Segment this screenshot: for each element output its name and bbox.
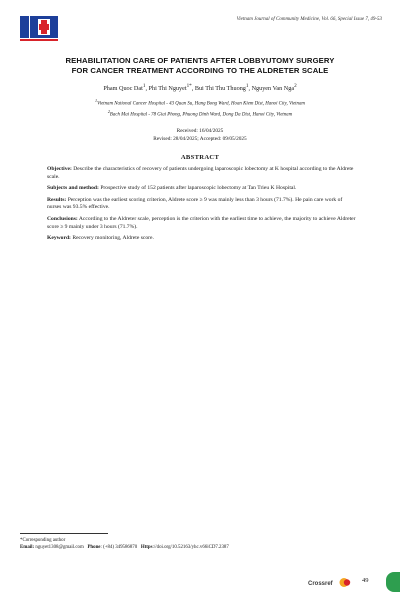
received-date: Received: 16/04/2025 (176, 128, 224, 134)
doi-link[interactable]: ://doi.org/10.52163/yhc.v66iCD7.2387 (152, 545, 229, 550)
abstract-results: Results: Perception was the earliest scoring criterion, Aldrete score ≥ 9 was mainly less than 3 hours (71.7%). He pain care work of nurses was 93.5% effective. (47, 196, 343, 211)
abstract-heading: ABSTRACT (180, 154, 220, 161)
crossref-label: Crossref (308, 581, 333, 587)
author-affiliation-mark: 1* (186, 83, 192, 89)
abstract-keywords: Keyword: Recovery monitoring, Aldrete score. (47, 234, 154, 241)
author-name: Phi Thi Nguyet (148, 85, 187, 93)
revised-accepted-date: Revised: 28/04/2025; Accepted: 09/05/2025 (153, 136, 247, 142)
phone-number: : (+84) 349586870 (100, 545, 138, 550)
author-affiliation-mark: 1 (245, 83, 249, 89)
affiliations (20, 97, 380, 118)
article-title (20, 56, 380, 76)
author-name: Bui Thi Thu Thuong (194, 85, 246, 93)
author-name: Nguyen Van Nga (251, 85, 295, 93)
hospital-cross-logo-icon (20, 14, 60, 42)
footnote-divider (20, 533, 108, 534)
email-link[interactable]: nguyet1308@gmail.com (35, 545, 84, 550)
author-list: Pham Quoc Dat$^1$, Phi Thi Nguyet$^{1*}$, Bui Thi Thu Thuong$^1$, Nguyen Van Nga$^2$ (103, 83, 297, 93)
author-name: Pham Quoc Dat (103, 85, 143, 93)
footnote (20, 537, 229, 551)
page-corner-tab (386, 572, 400, 592)
affiliation-1: $^1$Vietnam National Cancer Hospital - 43 Quan Su, Hang Bong Ward, Hoan Kiem Dist, Hanoi City, Vietnam (95, 98, 305, 107)
author-affiliation-mark: 1 (142, 83, 146, 89)
title-line-2: FOR CANCER TREATMENT ACCORDING TO THE ALDRETER SCALE (71, 66, 329, 75)
corresponding-author-note: *Corresponding author (20, 538, 66, 543)
abstract-subjects: Subjects and method: Prospective study of 152 patients after laparoscopic lobectomy at Tan Trieu K Hospital. (47, 185, 297, 192)
abstract-objective: Objective: Describe the characteristics of recovery of patients undergoing laparoscopic lobectomy at K hospital according to the Aldrete scale. (47, 166, 354, 180)
journal-citation: Vietnam Journal of Community Medicine, Vol. 66, Special Issue 7, 49-53 (236, 17, 382, 22)
author-affiliation-mark: 2 (294, 83, 297, 89)
abstract-body (47, 166, 357, 246)
article-dates (20, 127, 380, 143)
contact-line: Email: nguyet1308@gmail.com Phone: (+84) 349586870 Https://doi.org/10.52163/yhc.v66iCD7.2387 (20, 545, 229, 550)
crossref-logo-icon[interactable] (308, 575, 353, 586)
affiliation-2: $^2$Bach Mai Hospital - 78 Giai Phong, Phuong Dinh Ward, Dong Da Dist, Hanoi City, Vietnam (107, 108, 293, 118)
abstract-conclusions: Conclusions: According to the Aldreter scale, perception is the criterion with the earliest time to achieve, the majority to achieve Aldreter score ≥ 9 mainly under 3 hours (71.7%). (47, 215, 356, 230)
page-header (18, 14, 382, 46)
title-line-1: REHABILITATION CARE OF PATIENTS AFTER LOBBYUTOMY SURGERY (65, 56, 335, 65)
page-number: 49 (362, 577, 369, 584)
